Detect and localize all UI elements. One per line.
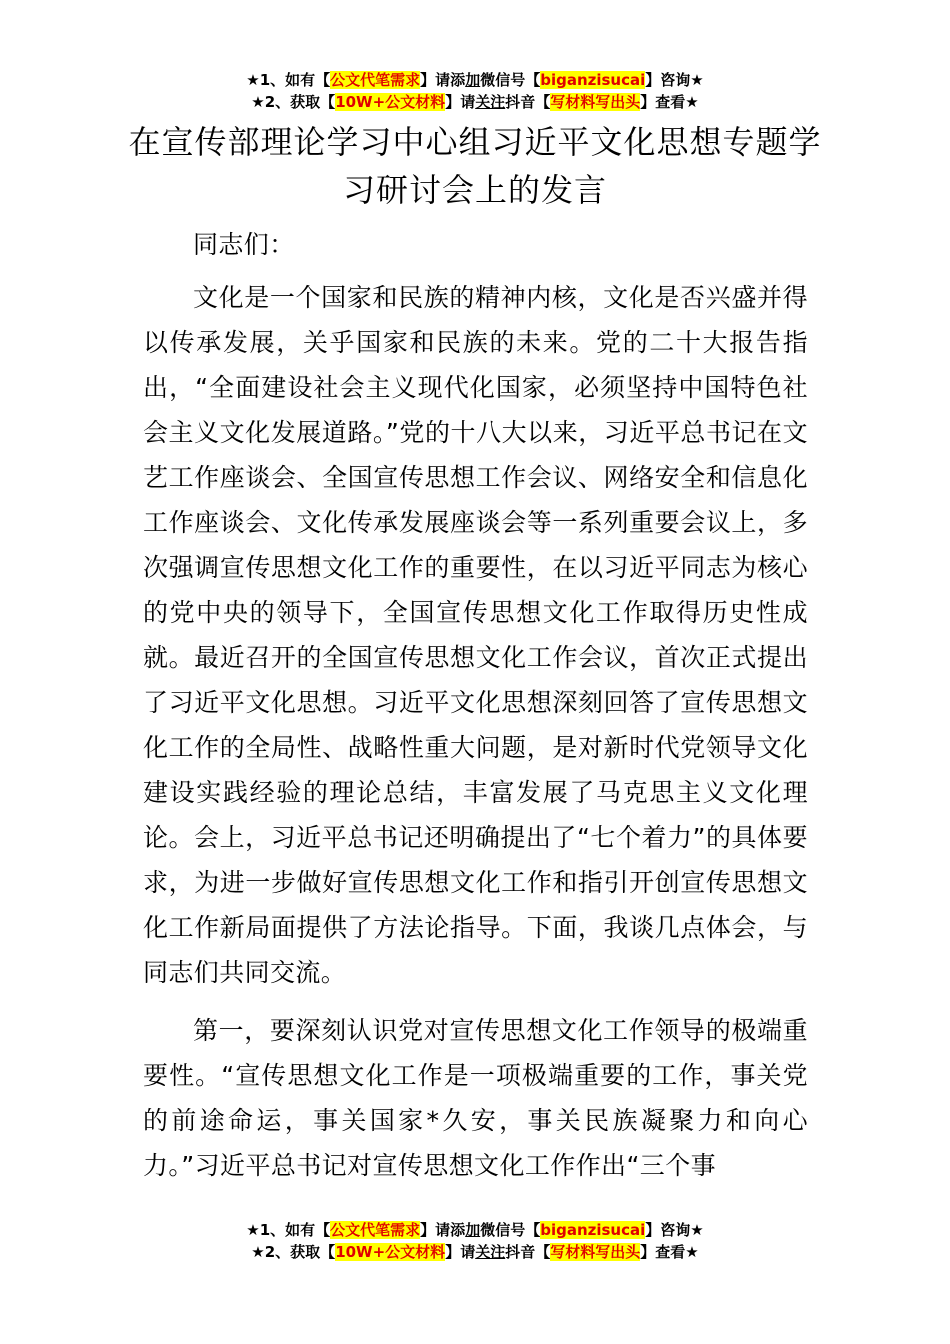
promo-text: ★1、如有【 — [246, 71, 331, 89]
promo-text: 微信号【 — [480, 71, 541, 89]
top-promo-banner — [0, 69, 950, 113]
promo-text: 】请 — [445, 93, 476, 111]
body-paragraph: 文化是一个国家和民族的精神内核，文化是否兴盛并得以传承发展，关乎国家和民族的未来。党的二十大报告指出，“全面建设社会主义现代化国家，必须坚持中国特色社会主义文化发展道路。”党的十八大以来，习近平总书记在文艺工作座谈会、全国宣传思想工作会议、网络安全和信息化工作座谈会、文化传承发展座谈会等一系列重要会议上，多次强调宣传思想文化工作的重要性，在以习近平同志为核心的党中央的领导下，全国宣传思想文化工作取得历史性成就。最近召开的全国宣传思想文化工作会议，首次正式提出了习近平文化思想。习近平文化思想深刻回答了宣传思想文化工作的全局性、战略性重大问题，是对新时代党领导文化建设实践经验的理论总结，丰富发展了马克思主义文化理论。会上，习近平总书记还明确提出了“七个着力”的具体要求，为进一步做好宣传思想文化工作和指引开创宣传思想文化工作新局面提供了方法论指导。下面，我谈几点体会，与同志们共同交流。 — [143, 283, 808, 987]
bottom-promo-banner — [0, 1219, 950, 1263]
promo-highlight: 公文代笔需求 — [330, 71, 421, 89]
promo-text: 】咨询★ — [645, 71, 704, 89]
promo-text: ★2、获取【 — [251, 93, 336, 111]
promo-line-2 — [0, 91, 950, 113]
promo-text: 】请添 — [420, 1221, 466, 1239]
promo-line-1 — [0, 1219, 950, 1241]
document-body — [143, 222, 808, 1188]
promo-text: 抖音【 — [505, 93, 551, 111]
promo-text: 】查看★ — [640, 93, 699, 111]
promo-highlight: 10W+公文材料 — [335, 93, 446, 111]
promo-underlined-text: 关注 — [475, 93, 506, 111]
promo-underlined-text: 加 — [465, 71, 481, 89]
promo-text: 】请 — [445, 1243, 476, 1261]
greeting: 同志们： — [193, 230, 295, 259]
promo-text: 】请添 — [420, 71, 466, 89]
promo-text: ★1、如有【 — [246, 1221, 331, 1239]
promo-text: 】查看★ — [640, 1243, 699, 1261]
promo-highlight: 10W+公文材料 — [335, 1243, 446, 1261]
document-title: 在宣传部理论学习中心组习近平文化思想专题学习研讨会上的发言 — [128, 123, 822, 209]
promo-text: 微信号【 — [480, 1221, 541, 1239]
promo-text: 抖音【 — [505, 1243, 551, 1261]
promo-line-2 — [0, 1241, 950, 1263]
promo-underlined-text: 加 — [465, 1221, 481, 1239]
promo-highlight: 写材料写出头 — [550, 1243, 641, 1261]
promo-highlight: biganzisucai — [540, 71, 646, 89]
promo-line-1 — [0, 69, 950, 91]
promo-underlined-text: 关注 — [475, 1243, 506, 1261]
promo-highlight: 写材料写出头 — [550, 93, 641, 111]
promo-highlight: 公文代笔需求 — [330, 1221, 421, 1239]
body-paragraph: 第一，要深刻认识党对宣传思想文化工作领导的极端重要性。“宣传思想文化工作是一项极端重要的工作，事关党的前途命运，事关国家*久安，事关民族凝聚力和向心力。”习近平总书记对宣传思想文化工作作出“三个事 — [143, 1016, 808, 1180]
promo-text: 】咨询★ — [645, 1221, 704, 1239]
promo-text: ★2、获取【 — [251, 1243, 336, 1261]
promo-highlight: biganzisucai — [540, 1221, 646, 1239]
